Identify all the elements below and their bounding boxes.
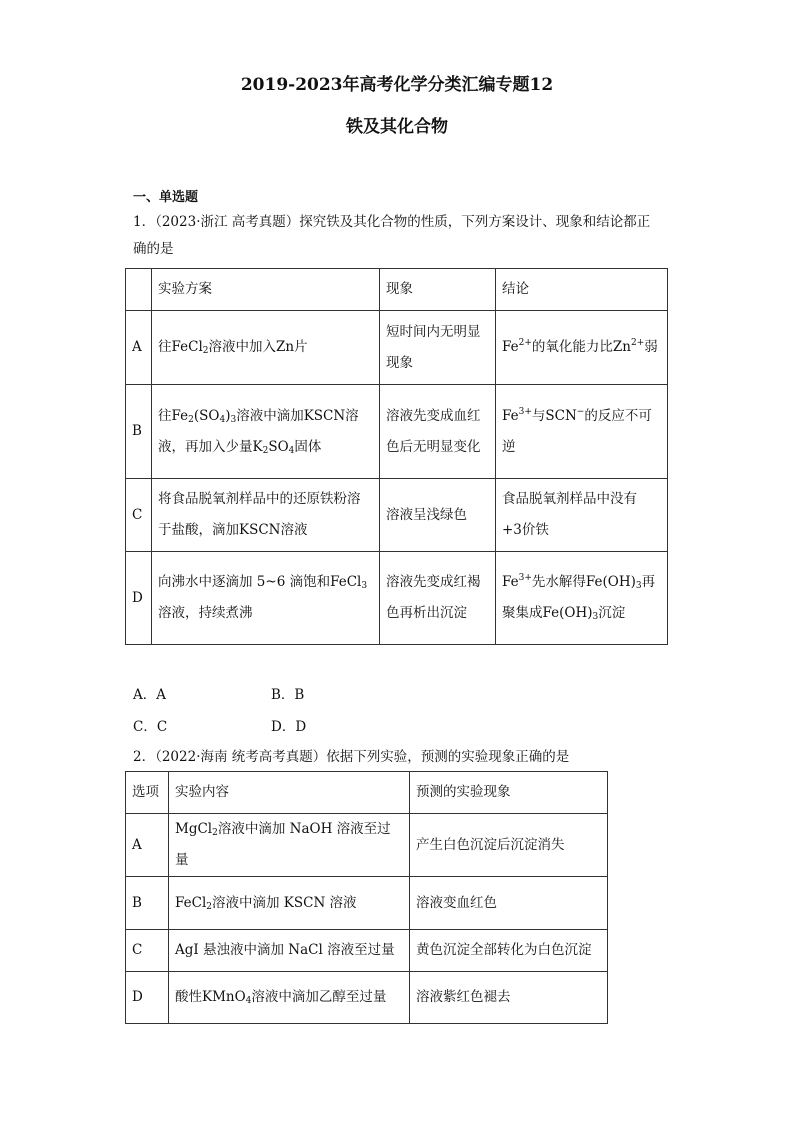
section-heading: 一、单选题 xyxy=(133,190,199,205)
option-d[interactable]: D．D xyxy=(271,719,307,735)
question-1-stem-line1: 探究铁及其化合物的性质，下列方案设计、现象和结论都正 xyxy=(299,214,651,230)
phenomenon: 短时间内无明显 现象 xyxy=(380,311,496,385)
phenomenon: 溶液先变成血红 色后无明显变化 xyxy=(380,385,496,479)
experiment-plan: 向沸水中逐滴加 5~6 滴饱和FeCl$_3$ 溶液，持续煮沸 xyxy=(152,552,380,645)
experiment-content: AgI 悬浊液中滴加 NaCl 溶液至过量 xyxy=(169,930,410,972)
table-row xyxy=(126,930,608,972)
phenomenon: 溶液先变成红褐 色再析出沉淀 xyxy=(380,552,496,645)
phenomenon: 溶液呈浅绿色 xyxy=(380,479,496,552)
table-header-cell xyxy=(126,269,152,311)
table-header-cell: 实验方案 xyxy=(152,269,380,311)
question-1-stem-line2: 确的是 xyxy=(133,241,174,257)
experiment-plan: 将食品脱氧剂样品中的还原铁粉溶 于盐酸，滴加KSCN溶液 xyxy=(152,479,380,552)
question-2-number: 2． xyxy=(133,749,156,765)
experiment-content: FeCl$_2$溶液中滴加 KSCN 溶液 xyxy=(169,877,410,930)
table-header-cell: 实验内容 xyxy=(169,772,410,814)
question-1-stem xyxy=(133,209,673,263)
conclusion: 食品脱氧剂样品中没有 +3价铁 xyxy=(496,479,668,552)
table-header-row xyxy=(126,269,668,311)
table-row xyxy=(126,552,668,645)
table-header-cell: 结论 xyxy=(496,269,668,311)
table-header-cell: 现象 xyxy=(380,269,496,311)
question-2-stem-text: 依据下列实验，预测的实验现象正确的是 xyxy=(326,749,570,765)
option-label: B xyxy=(126,385,152,479)
predicted-phenomenon: 黄色沉淀全部转化为白色沉淀 xyxy=(410,930,608,972)
conclusion: $Fe^{2+}$的氧化能力比$Zn^{2+}$弱 xyxy=(496,311,668,385)
option-label: A xyxy=(126,311,152,385)
table-header-cell: 预测的实验现象 xyxy=(410,772,608,814)
table-header-cell: 选项 xyxy=(126,772,169,814)
table-row xyxy=(126,877,608,930)
conclusion: $Fe^{3+}$先水解得$Fe(OH)_3$再 聚集成$Fe(OH)_3$沉淀 xyxy=(496,552,668,645)
predicted-phenomenon: 产生白色沉淀后沉淀消失 xyxy=(410,814,608,877)
experiment-content: MgCl$_2$溶液中滴加 NaOH 溶液至过量 xyxy=(169,814,410,877)
option-label: A xyxy=(126,814,169,877)
question-2-stem xyxy=(133,744,673,771)
conclusion: $Fe^{3+}$与SCN−的反应不可 逆 xyxy=(496,385,668,479)
question-2-table xyxy=(125,771,608,1024)
document-subtitle: 铁及其化合物 xyxy=(346,117,448,137)
experiment-content: 酸性KMnO$_4$溶液中滴加乙醇至过量 xyxy=(169,972,410,1024)
document-title: 2019-2023年高考化学分类汇编专题12 xyxy=(240,75,554,95)
option-a[interactable]: A．A xyxy=(133,687,166,703)
table-row xyxy=(126,311,668,385)
question-1-source: （2023·浙江 高考真题） xyxy=(155,214,300,230)
option-b[interactable]: B．B xyxy=(271,687,305,703)
question-1-options xyxy=(133,683,533,743)
predicted-phenomenon: 溶液紫红色褪去 xyxy=(410,972,608,1024)
option-label: D xyxy=(126,552,152,645)
experiment-plan: 往FeCl$_2$溶液中加入Zn片 xyxy=(152,311,380,385)
table-header-row xyxy=(126,772,608,814)
question-1-number: 1． xyxy=(133,214,156,230)
table-row xyxy=(126,814,608,877)
option-label: D xyxy=(126,972,169,1024)
option-label: C xyxy=(126,930,169,972)
question-1-table xyxy=(125,268,668,645)
option-label: B xyxy=(126,877,169,930)
table-row xyxy=(126,385,668,479)
question-2-source: （2022·海南 统考高考真题） xyxy=(155,749,327,765)
option-label: C xyxy=(126,479,152,552)
experiment-plan: 往$Fe_2(SO_4)_3$溶液中滴加KSCN溶 液，再加入少量$K_2SO_4$固体 xyxy=(152,385,380,479)
table-row xyxy=(126,972,608,1024)
option-c[interactable]: C．C xyxy=(133,719,168,735)
table-row xyxy=(126,479,668,552)
predicted-phenomenon: 溶液变血红色 xyxy=(410,877,608,930)
